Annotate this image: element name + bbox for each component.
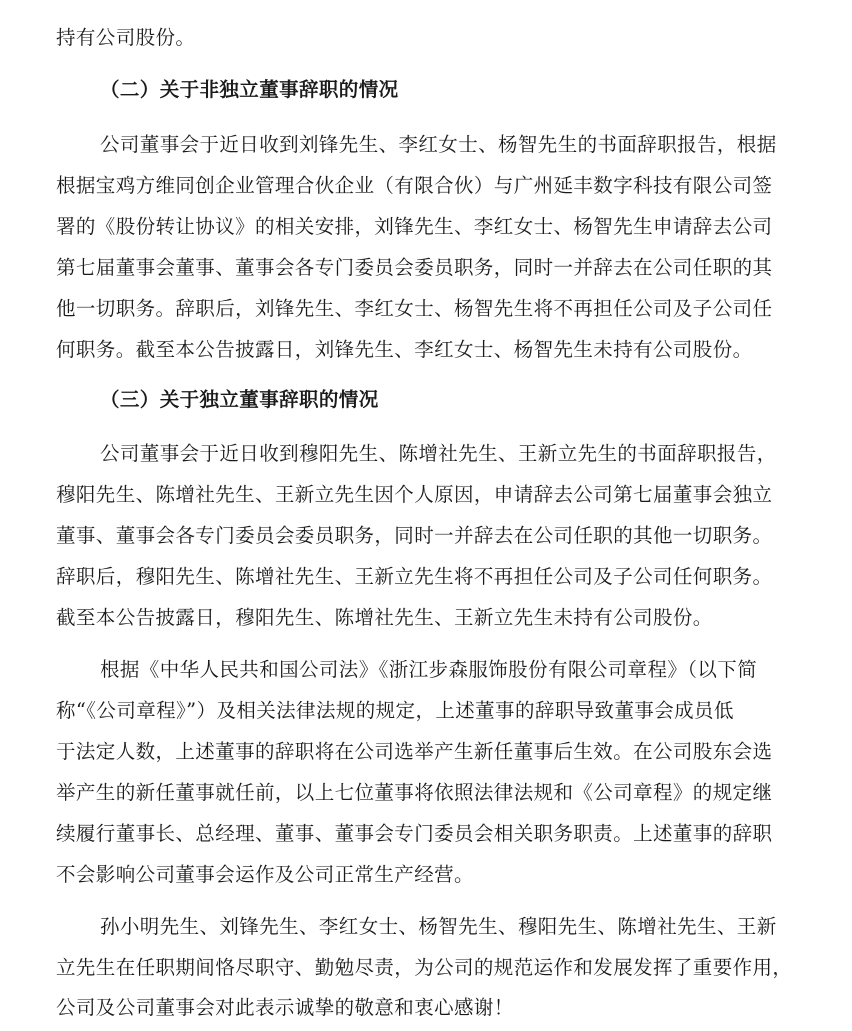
paragraph-line: 辞职后，穆阳先生、陈增社先生、王新立先生将不再担任公司及子公司任何职务。 <box>56 565 773 588</box>
paragraph-line: 何职务。截至本公告披露日，刘锋先生、李红女士、杨智先生未持有公司股份。 <box>56 338 753 361</box>
text-line: 持有公司股份。 <box>56 26 196 49</box>
paragraph-line: 署的《股份转让协议》的相关安排，刘锋先生、李红女士、杨智先生申请辞去公司 <box>56 215 773 238</box>
section-heading-3: （三）关于独立董事辞职的情况 <box>100 388 379 411</box>
paragraph-line: 公司及公司董事会对此表示诚挚的敬意和衷心感谢！ <box>56 996 514 1019</box>
paragraph-line: 称“《公司章程》”）及相关法律法规的规定，上述董事的辞职导致董事会成员低 <box>56 699 734 722</box>
paragraph-line: 第七届董事会董事、董事会各专门委员会委员职务，同时一并辞去在公司任职的其 <box>56 256 773 279</box>
paragraph-line: 举产生的新任董事就任前，以上七位董事将依照法律法规和《公司章程》的规定继 <box>56 781 773 804</box>
paragraph-line: 董事、董事会各专门委员会委员职务，同时一并辞去在公司任职的其他一切职务。 <box>56 524 773 547</box>
paragraph-line: 孙小明先生、刘锋先生、李红女士、杨智先生、穆阳先生、陈增社先生、王新 <box>100 915 777 938</box>
paragraph-line: 截至本公告披露日，穆阳先生、陈增社先生、王新立先生未持有公司股份。 <box>56 606 713 629</box>
section-heading-2: （二）关于非独立董事辞职的情况 <box>100 78 399 101</box>
paragraph-line: 公司董事会于近日收到穆阳先生、陈增社先生、王新立先生的书面辞职报告， <box>100 442 777 465</box>
paragraph-line: 不会影响公司董事会运作及公司正常生产经营。 <box>56 863 474 886</box>
paragraph-line: 他一切职务。辞职后，刘锋先生、李红女士、杨智先生将不再担任公司及子公司任 <box>56 297 773 320</box>
paragraph-line: 于法定人数，上述董事的辞职将在公司选举产生新任董事后生效。在公司股东会选 <box>56 740 773 763</box>
paragraph-line: 根据《中华人民共和国公司法》《浙江步森服饰股份有限公司章程》（以下简 <box>100 658 758 681</box>
paragraph-line: 穆阳先生、陈增社先生、王新立先生因个人原因，申请辞去公司第七届董事会独立 <box>56 483 773 506</box>
paragraph-line: 根据宝鸡方维同创企业管理合伙企业（有限合伙）与广州延丰数字科技有限公司签 <box>56 174 773 197</box>
paragraph-line: 续履行董事长、总经理、董事、董事会专门委员会相关职务职责。上述董事的辞职 <box>56 822 773 845</box>
paragraph-line: 公司董事会于近日收到刘锋先生、李红女士、杨智先生的书面辞职报告，根据 <box>100 133 777 156</box>
paragraph-line: 立先生在任职期间恪尽职守、勤勉尽责，为公司的规范运作和发展发挥了重要作用， <box>56 956 793 979</box>
